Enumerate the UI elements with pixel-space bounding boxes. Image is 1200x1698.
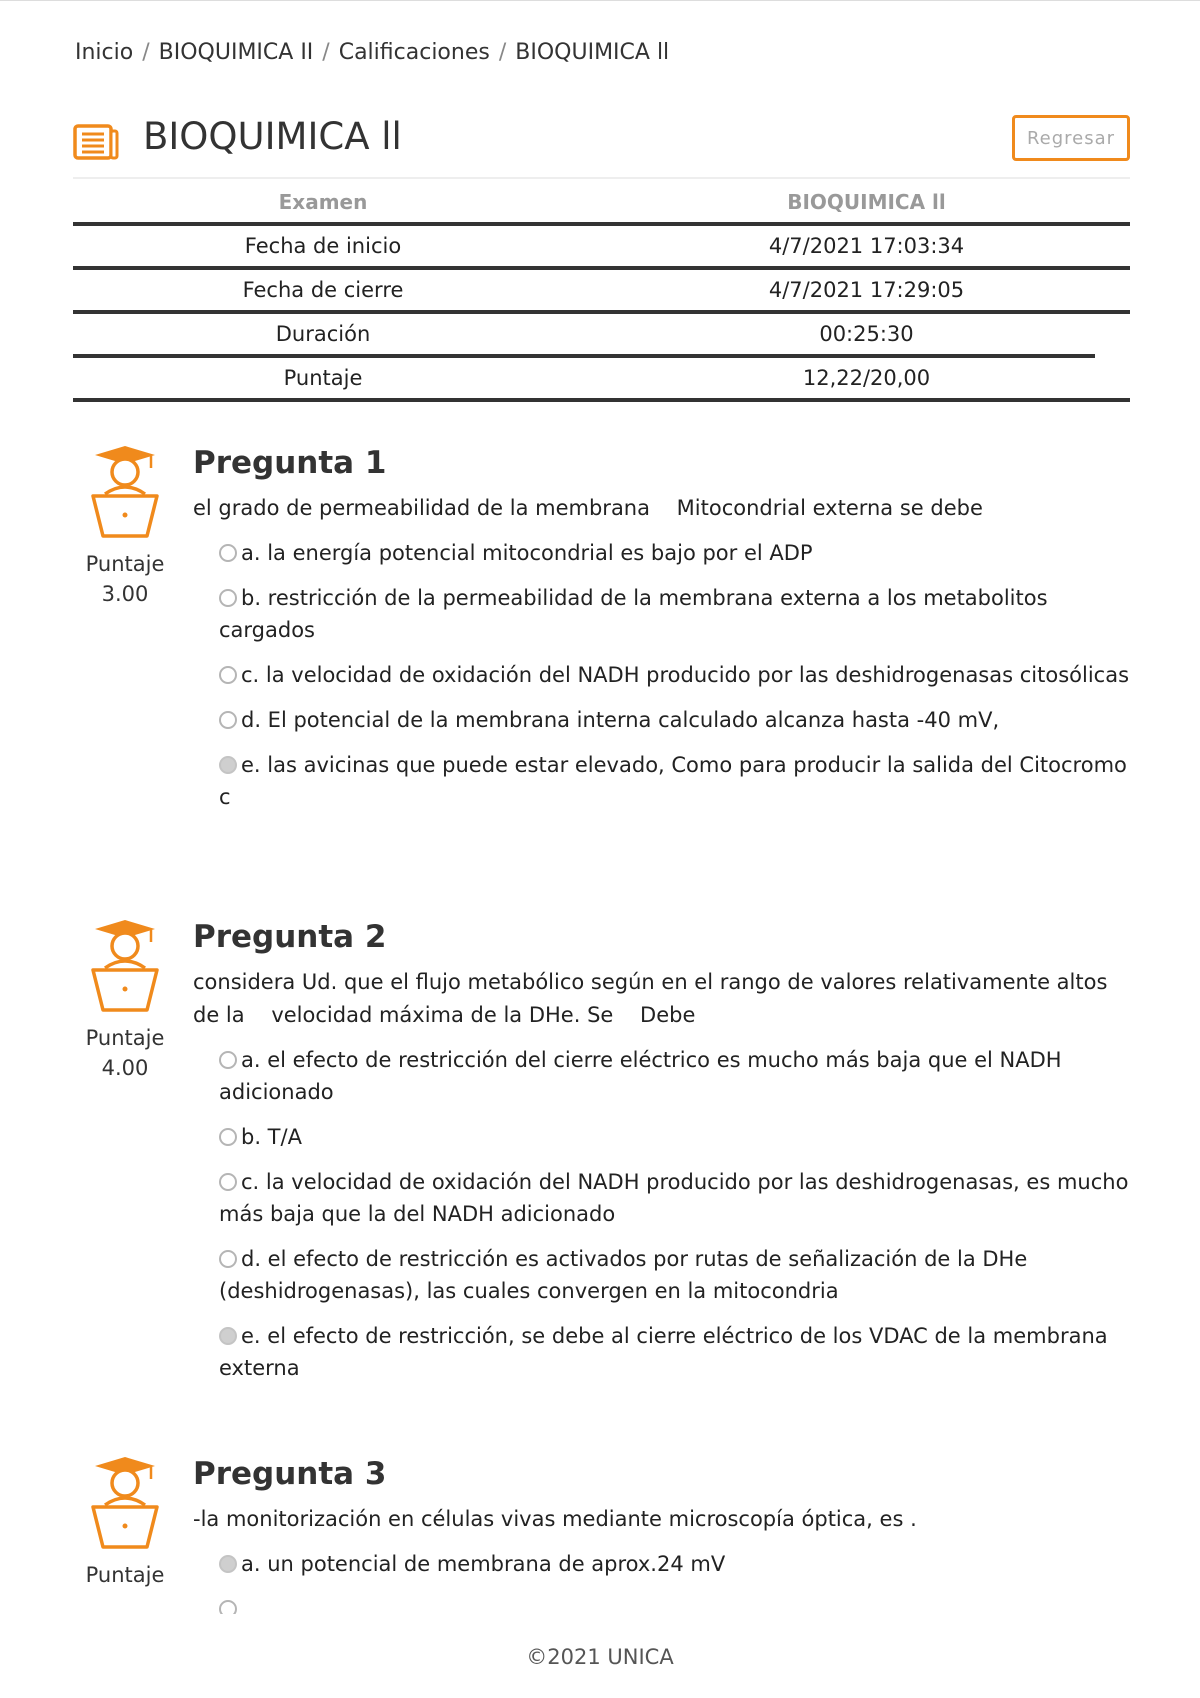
- option-label: e. el efecto de restricción, se debe al cierre eléctrico de los VDAC de la membrana externa: [219, 1324, 1108, 1380]
- option-c[interactable]: [219, 1166, 1130, 1230]
- student-laptop-icon: [85, 916, 165, 1016]
- radio-icon[interactable]: [219, 1173, 237, 1191]
- radio-icon[interactable]: [219, 1051, 237, 1069]
- radio-selected-icon[interactable]: [219, 1327, 237, 1345]
- option-d[interactable]: [219, 704, 1130, 736]
- option-a[interactable]: [219, 1044, 1130, 1108]
- question-body: [193, 1453, 1130, 1638]
- option-d[interactable]: [219, 1243, 1130, 1307]
- summary-value: 00:25:30: [819, 322, 914, 346]
- radio-icon[interactable]: [219, 1128, 237, 1146]
- breadcrumb-separator: /: [498, 40, 507, 65]
- top-border: [0, 0, 1200, 1]
- document-list-icon: [73, 123, 119, 161]
- score-label: Puntaje: [85, 552, 165, 576]
- summary-row-fecha-cierre: [73, 268, 1130, 312]
- radio-selected-icon[interactable]: [219, 1555, 237, 1573]
- summary-value: 4/7/2021 17:03:34: [768, 234, 965, 258]
- summary-label: Puntaje: [283, 366, 363, 390]
- question-title: Pregunta 2: [193, 919, 387, 955]
- option-label: c. la velocidad de oxidación del NADH producido por las deshidrogenasas, es mucho más baja que la del NADH adicionado: [219, 1170, 1129, 1226]
- option-label: a. el efecto de restricción del cierre eléctrico es mucho más baja que el NADH adicionado: [219, 1048, 1062, 1104]
- regresar-button[interactable]: Regresar: [1012, 115, 1130, 161]
- option-label: b. T/A: [241, 1125, 302, 1149]
- summary-label: Fecha de inicio: [244, 234, 402, 258]
- content-clip: [0, 1614, 1200, 1644]
- breadcrumb: [75, 40, 669, 65]
- option-e[interactable]: [219, 749, 1130, 813]
- question-score-panel: [73, 1453, 177, 1587]
- student-laptop-icon: [85, 1453, 165, 1553]
- option-label: d. el efecto de restricción es activados por rutas de señalización de la DHe (deshidrogenasas), las cuales convergen en la mitocondria: [219, 1247, 1028, 1303]
- question-text: considera Ud. que el flujo metabólico según en el rango de valores relativamente altos de la velocidad máxima de la DHe. Se Debe: [193, 970, 1115, 1027]
- radio-selected-icon[interactable]: [219, 756, 237, 774]
- breadcrumb-current: BIOQUIMICA ll: [515, 40, 670, 65]
- summary-value: 4/7/2021 17:29:05: [768, 278, 965, 302]
- summary-row-puntaje: [73, 356, 1130, 400]
- option-b[interactable]: [219, 582, 1130, 646]
- option-label: a. un potencial de membrana de aprox.24 mV: [241, 1552, 726, 1576]
- question-title: Pregunta 3: [193, 1456, 387, 1492]
- radio-icon[interactable]: [219, 589, 237, 607]
- option-label: d. El potencial de la membrana interna calculado alcanza hasta -40 mV,: [241, 708, 1000, 732]
- score-value: 4.00: [101, 1056, 149, 1080]
- option-e[interactable]: [219, 1320, 1130, 1384]
- breadcrumb-course[interactable]: BIOQUIMICA II: [158, 40, 314, 65]
- radio-icon[interactable]: [219, 711, 237, 729]
- header-divider: [73, 177, 1130, 179]
- student-laptop-icon: [85, 442, 165, 542]
- summary-row-fecha-inicio: [73, 224, 1130, 268]
- question-title: Pregunta 1: [193, 445, 387, 481]
- option-label: c. la velocidad de oxidación del NADH producido por las deshidrogenasas citosólicas: [241, 663, 1130, 687]
- score-label: Puntaje: [85, 1026, 165, 1050]
- question-score-panel: [73, 442, 177, 606]
- option-label: e. las avicinas que puede estar elevado, Como para producir la salida del Citocromo c: [219, 753, 1127, 809]
- question-text: -la monitorización en células vivas mediante microscopía óptica, es .: [193, 1507, 917, 1531]
- summary-label: Examen: [278, 190, 368, 214]
- score-value: 3.00: [101, 582, 149, 606]
- page-title: BIOQUIMICA ll: [143, 115, 402, 158]
- question-score-panel: [73, 916, 177, 1080]
- summary-row-duracion: [73, 312, 1130, 356]
- footer-copyright: ©2021 UNICA: [526, 1645, 674, 1669]
- option-a[interactable]: [219, 1548, 1130, 1580]
- question-text: el grado de permeabilidad de la membrana Mitocondrial externa se debe: [193, 496, 983, 520]
- radio-icon[interactable]: [219, 1250, 237, 1268]
- question-body: [193, 916, 1130, 1397]
- radio-icon[interactable]: [219, 666, 237, 684]
- breadcrumb-calificaciones[interactable]: Calificaciones: [338, 40, 490, 65]
- exam-summary-table: [73, 180, 1130, 400]
- question-body: [193, 442, 1130, 826]
- option-label: b. restricción de la permeabilidad de la membrana externa a los metabolitos cargados: [219, 586, 1048, 642]
- breadcrumb-separator: /: [322, 40, 330, 65]
- page-header: [73, 115, 1130, 175]
- summary-label: Fecha de cierre: [242, 278, 404, 302]
- breadcrumb-inicio[interactable]: Inicio: [75, 40, 134, 65]
- radio-icon[interactable]: [219, 544, 237, 562]
- summary-value: 12,22/20,00: [802, 366, 931, 390]
- breadcrumb-separator: /: [142, 40, 150, 65]
- options-list: [193, 537, 1130, 813]
- option-label: a. la energía potencial mitocondrial es bajo por el ADP: [241, 541, 813, 565]
- options-list: [193, 1044, 1130, 1384]
- summary-row-examen: [73, 180, 1130, 224]
- score-label: Puntaje: [85, 1563, 165, 1587]
- option-b[interactable]: [219, 1121, 1130, 1153]
- option-c[interactable]: [219, 659, 1130, 691]
- summary-label: Duración: [275, 322, 371, 346]
- summary-value: BIOQUIMICA ll: [787, 190, 946, 214]
- option-a[interactable]: [219, 537, 1130, 569]
- row-divider: [73, 398, 1130, 402]
